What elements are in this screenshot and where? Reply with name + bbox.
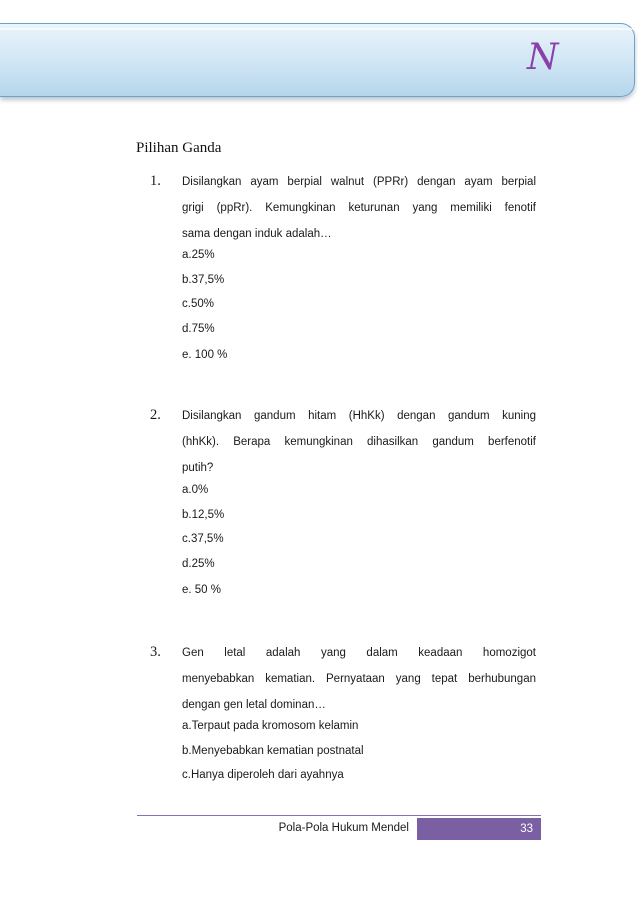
answer-option: a.0% [182, 484, 209, 496]
answer-option: c.Hanya diperoleh dari ayahnya [182, 769, 344, 781]
answer-option: e. 100 % [182, 349, 228, 361]
answer-option: d.25% [182, 558, 215, 570]
answer-option: d.75% [182, 323, 215, 335]
question-line: putih? [182, 462, 214, 474]
answer-option: b.12,5% [182, 509, 225, 521]
question-text [182, 403, 536, 481]
question-line: (hhKk). Berapa kemungkinan dihasilkan gandum berfenotif [182, 436, 536, 448]
question-number: 3. [150, 644, 161, 660]
answer-option: b.Menyebabkan kematian postnatal [182, 745, 364, 757]
chapter-logo: N [527, 37, 559, 78]
question-line: Disilangkan gandum hitam (HhKk) dengan gandum kuning [182, 410, 536, 422]
footer-title: Pola-Pola Hukum Mendel [278, 822, 409, 834]
answer-option: b.37,5% [182, 274, 225, 286]
page-number: 33 [417, 818, 541, 840]
answer-option: a.Terpaut pada kromosom kelamin [182, 720, 359, 732]
question-line: grigi (ppRr). Kemungkinan keturunan yang memiliki fenotif [182, 202, 536, 214]
answer-option: c.37,5% [182, 533, 224, 545]
question-line: dengan gen letal dominan… [182, 699, 326, 711]
question-line: Disilangkan ayam berpial walnut (PPRr) dengan ayam berpial [182, 176, 536, 188]
question-text [182, 640, 536, 718]
footer-divider [137, 815, 541, 816]
question-line: sama dengan induk adalah… [182, 228, 332, 240]
question-line: Gen letal adalah yang dalam keadaan homozigot [182, 647, 536, 659]
question-text [182, 169, 536, 247]
section-title: Pilihan Ganda [136, 140, 222, 156]
question-line: menyebabkan kematian. Pernyataan yang tepat berhubungan [182, 673, 536, 685]
answer-option: e. 50 % [182, 584, 221, 596]
answer-option: c.50% [182, 298, 214, 310]
question-number: 2. [150, 407, 161, 423]
question-number: 1. [150, 173, 161, 189]
answer-option: a.25% [182, 249, 215, 261]
